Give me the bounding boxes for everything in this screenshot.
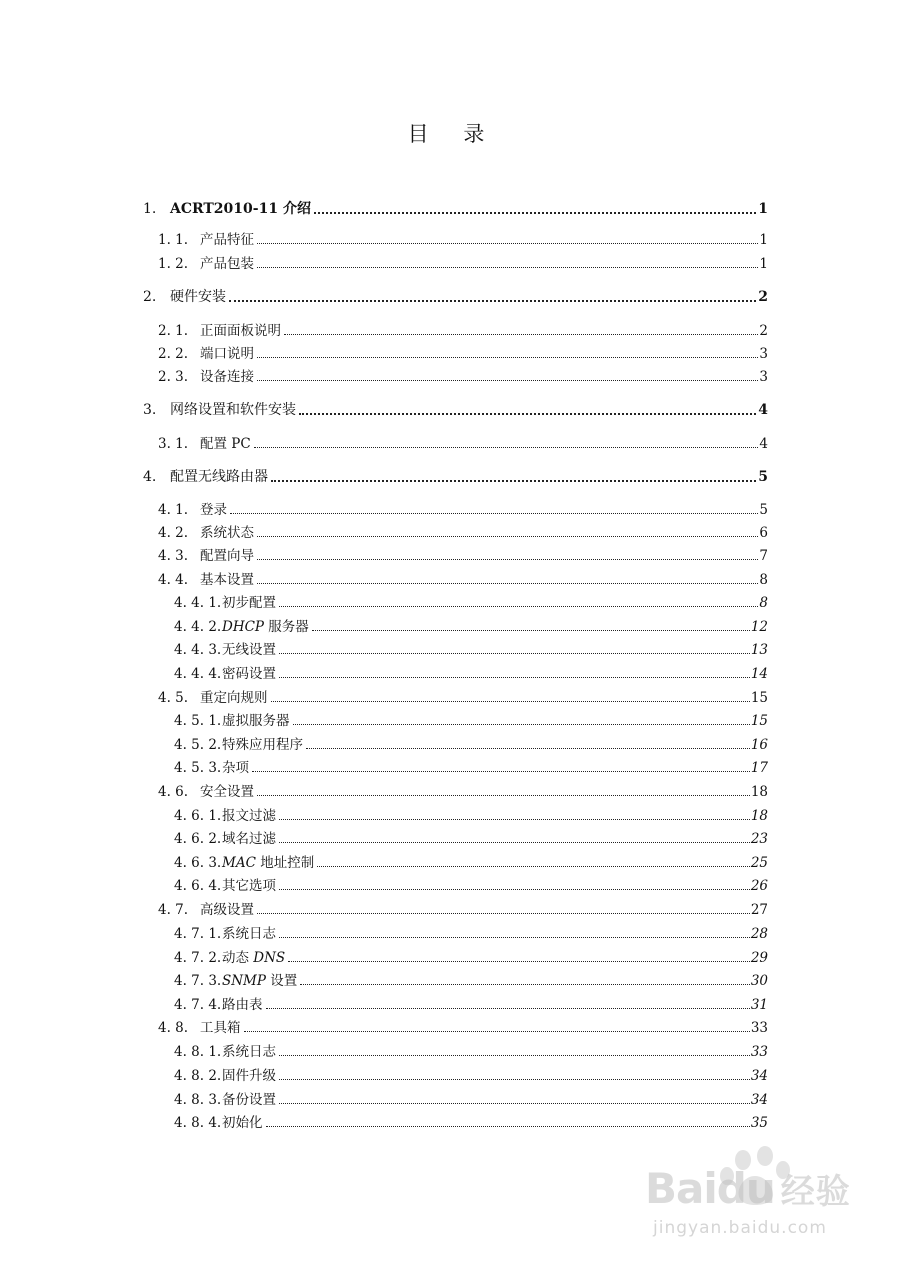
toc-entry-page: 29 xyxy=(750,950,768,966)
toc-entry[interactable] xyxy=(0,467,906,487)
toc-entry-title: 配置无线路由器 xyxy=(170,469,268,485)
toc-leader-dots xyxy=(279,606,764,607)
toc-leader-dots xyxy=(257,583,764,584)
toc-entry-title: 端口说明 xyxy=(200,346,254,362)
toc-leader-dots xyxy=(257,243,764,244)
toc-entry-title: 配置 PC xyxy=(200,436,251,452)
toc-entry-page: 27 xyxy=(750,902,768,918)
toc-entry[interactable] xyxy=(0,758,906,778)
toc-entry-page: 12 xyxy=(750,619,768,635)
toc-leader-dots xyxy=(257,357,764,358)
toc-entry-title: 报文过滤 xyxy=(222,808,276,824)
toc-entry-title: 其它选项 xyxy=(222,878,276,894)
toc-entry-page: 25 xyxy=(750,855,768,871)
toc-entry-title: 虚拟服务器 xyxy=(222,713,290,729)
toc-entry-page: 30 xyxy=(750,973,768,989)
toc-entry[interactable] xyxy=(0,876,906,896)
toc-entry-number: 4. 5. 1. xyxy=(174,713,222,729)
toc-entry-number: 4. 4. 3. xyxy=(174,642,222,658)
toc-entry[interactable] xyxy=(0,806,906,826)
toc-entry-number: 4. 7. 4. xyxy=(174,997,222,1013)
toc-leader-dots xyxy=(284,334,764,335)
toc-entry-page: 1 xyxy=(758,201,768,217)
toc-entry-page: 15 xyxy=(750,713,768,729)
toc-entry-page: 4 xyxy=(759,436,768,452)
toc-leader-dots xyxy=(279,1079,764,1080)
toc-leader-dots xyxy=(244,1031,764,1032)
toc-entry-number: 2. 1. xyxy=(158,323,189,339)
toc-entry-page: 34 xyxy=(750,1068,768,1084)
toc-entry-page: 7 xyxy=(759,548,768,564)
toc-entry-number: 4. 5. 2. xyxy=(174,737,222,753)
toc-entry-page: 13 xyxy=(750,642,768,658)
toc-leader-dots xyxy=(314,212,764,214)
toc-entry[interactable] xyxy=(0,570,906,590)
toc-entry[interactable] xyxy=(0,593,906,613)
toc-entry-title: 高级设置 xyxy=(200,902,254,918)
toc-entry-title: 系统日志 xyxy=(222,926,276,942)
toc-entry-number: 4. 4. 4. xyxy=(174,666,222,682)
toc-entry-page: 8 xyxy=(759,572,768,588)
toc-entry-title: 系统日志 xyxy=(222,1044,276,1060)
toc-entry-title: 杂项 xyxy=(222,760,249,776)
toc-entry-page: 23 xyxy=(750,831,768,847)
toc-entry[interactable] xyxy=(0,971,906,991)
toc-entry[interactable] xyxy=(0,1042,906,1062)
toc-entry[interactable] xyxy=(0,924,906,944)
toc-entry-number: 4. 6. xyxy=(158,784,189,800)
toc-leader-dots xyxy=(279,677,764,678)
toc-entry-number: 4. 7. 1. xyxy=(174,926,222,942)
toc-entry-page: 35 xyxy=(750,1115,768,1131)
toc-entry-title: 固件升级 xyxy=(222,1068,276,1084)
toc-entry[interactable] xyxy=(0,230,906,250)
toc-entry-title: 硬件安装 xyxy=(170,289,226,305)
toc-entry-number: 4. 8. 4. xyxy=(174,1115,222,1131)
toc-leader-dots xyxy=(279,937,764,938)
toc-leader-dots xyxy=(254,447,764,448)
toc-leader-dots xyxy=(257,536,764,537)
toc-entry-title: 特殊应用程序 xyxy=(222,737,303,753)
toc-entry[interactable] xyxy=(0,640,906,660)
toc-entry-title: 基本设置 xyxy=(200,572,254,588)
toc-leader-dots xyxy=(257,795,764,796)
toc-entry[interactable] xyxy=(0,900,906,920)
toc-entry-page: 33 xyxy=(750,1044,768,1060)
toc-leader-dots xyxy=(266,1126,764,1127)
toc-entry[interactable] xyxy=(0,1113,906,1133)
toc-leader-dots xyxy=(257,380,764,381)
toc-entry[interactable] xyxy=(0,199,906,219)
toc-entry-title: 密码设置 xyxy=(222,666,276,682)
toc-leader-dots xyxy=(271,480,764,482)
toc-entry[interactable] xyxy=(0,500,906,520)
toc-entry-number: 4. 4. 2. xyxy=(174,619,222,635)
toc-entry-page: 33 xyxy=(750,1020,768,1036)
toc-entry[interactable] xyxy=(0,321,906,341)
toc-entry-title: 正面面板说明 xyxy=(200,323,281,339)
toc-entry-title: 工具箱 xyxy=(200,1020,241,1036)
toc-entry-title: 登录 xyxy=(200,502,227,518)
toc-entry-title: DHCP 服务器 xyxy=(222,619,309,635)
toc-entry-title: 初始化 xyxy=(222,1115,263,1131)
toc-entry-title: 网络设置和软件安装 xyxy=(170,402,296,418)
toc-leader-dots xyxy=(288,961,764,962)
toc-entry-number: 1. xyxy=(143,201,157,217)
baidu-jingyan-watermark xyxy=(645,1140,895,1270)
toc-entry-number: 4. 4. 1. xyxy=(174,595,222,611)
toc-entry-number: 4. 2. xyxy=(158,525,189,541)
toc-entry[interactable] xyxy=(0,1066,906,1086)
toc-entry[interactable] xyxy=(0,434,906,454)
toc-entry-title: 配置向导 xyxy=(200,548,254,564)
toc-entry[interactable] xyxy=(0,853,906,873)
toc-entry-title: 域名过滤 xyxy=(222,831,276,847)
toc-entry-title: 产品包装 xyxy=(200,256,254,272)
toc-entry-page: 2 xyxy=(759,323,768,339)
toc-entry-page: 14 xyxy=(750,666,768,682)
toc-entry-number: 4. 8. 2. xyxy=(174,1068,222,1084)
toc-entry-page: 5 xyxy=(758,469,768,485)
toc-entry-page: 17 xyxy=(750,760,768,776)
toc-entry-page: 28 xyxy=(750,926,768,942)
toc-entry[interactable] xyxy=(0,254,906,274)
watermark-url: jingyan.baidu.com xyxy=(653,1218,827,1238)
toc-entry[interactable] xyxy=(0,344,906,364)
toc-leader-dots xyxy=(279,819,764,820)
toc-entry-number: 4. 5. xyxy=(158,690,189,706)
toc-leader-dots xyxy=(317,866,764,867)
toc-entry-number: 2. 3. xyxy=(158,369,189,385)
toc-entry-number: 4. 7. 2. xyxy=(174,950,222,966)
toc-leader-dots xyxy=(312,630,764,631)
toc-entry-page: 15 xyxy=(750,690,768,706)
toc-leader-dots xyxy=(230,513,764,514)
toc-entry-page: 1 xyxy=(759,232,768,248)
toc-entry-page: 3 xyxy=(759,346,768,362)
toc-leader-dots xyxy=(271,701,764,702)
toc-entry[interactable] xyxy=(0,829,906,849)
toc-leader-dots xyxy=(229,300,764,302)
toc-entry-number: 4. 8. 1. xyxy=(174,1044,222,1060)
toc-entry-number: 4. 4. xyxy=(158,572,189,588)
toc-entry-number: 2. xyxy=(143,289,157,305)
toc-leader-dots xyxy=(299,413,764,415)
toc-entry-number: 3. xyxy=(143,402,157,418)
toc-entry-number: 4. 3. xyxy=(158,548,189,564)
toc-entry-page: 6 xyxy=(759,525,768,541)
toc-entry-number: 4. 7. 3. xyxy=(174,973,222,989)
toc-entry-page: 3 xyxy=(759,369,768,385)
toc-entry-number: 1. 2. xyxy=(158,256,189,272)
toc-entry-page: 2 xyxy=(758,289,768,305)
toc-leader-dots xyxy=(306,748,764,749)
toc-entry[interactable] xyxy=(0,664,906,684)
toc-entry[interactable] xyxy=(0,995,906,1015)
toc-entry[interactable] xyxy=(0,948,906,968)
toc-entry-page: 26 xyxy=(750,878,768,894)
toc-entry[interactable] xyxy=(0,711,906,731)
toc-entry-page: 31 xyxy=(750,997,768,1013)
toc-entry-page: 18 xyxy=(750,808,768,824)
toc-entry[interactable] xyxy=(0,735,906,755)
toc-leader-dots xyxy=(252,771,764,772)
toc-entry[interactable] xyxy=(0,1090,906,1110)
toc-entry-number: 4. 6. 4. xyxy=(174,878,222,894)
toc-entry-title: 路由表 xyxy=(222,997,263,1013)
toc-entry-title: 安全设置 xyxy=(200,784,254,800)
toc-entry-title: SNMP 设置 xyxy=(222,973,298,989)
toc-leader-dots xyxy=(257,267,764,268)
toc-entry-number: 4. xyxy=(143,469,157,485)
toc-leader-dots xyxy=(279,889,764,890)
toc-entry-number: 4. 5. 3. xyxy=(174,760,222,776)
toc-entry-page: 34 xyxy=(750,1092,768,1108)
toc-entry-number: 4. 1. xyxy=(158,502,189,518)
page-title: 目 录 xyxy=(407,122,499,146)
toc-entry-title: 产品特征 xyxy=(200,232,254,248)
toc-entry[interactable] xyxy=(0,400,906,420)
toc-entry-title: 系统状态 xyxy=(200,525,254,541)
toc-entry-number: 4. 6. 3. xyxy=(174,855,222,871)
toc-entry-page: 4 xyxy=(758,402,768,418)
toc-entry-title: 备份设置 xyxy=(222,1092,276,1108)
toc-entry-page: 8 xyxy=(759,595,768,611)
toc-entry[interactable] xyxy=(0,287,906,307)
toc-entry-number: 4. 6. 1. xyxy=(174,808,222,824)
toc-entry[interactable] xyxy=(0,617,906,637)
toc-entry-number: 1. 1. xyxy=(158,232,189,248)
toc-entry-title: ACRT2010-11 介绍 xyxy=(170,201,311,217)
toc-entry[interactable] xyxy=(0,1018,906,1038)
toc-entry-title: 无线设置 xyxy=(222,642,276,658)
toc-entry-number: 4. 6. 2. xyxy=(174,831,222,847)
toc-leader-dots xyxy=(279,1103,764,1104)
toc-entry-page: 16 xyxy=(750,737,768,753)
toc-entry-title: 动态 DNS xyxy=(222,950,286,966)
toc-entry-number: 3. 1. xyxy=(158,436,189,452)
toc-leader-dots xyxy=(266,1008,764,1009)
toc-leader-dots xyxy=(257,913,764,914)
toc-entry[interactable] xyxy=(0,688,906,708)
toc-entry[interactable] xyxy=(0,782,906,802)
toc-leader-dots xyxy=(279,842,764,843)
toc-entry-number: 4. 8. xyxy=(158,1020,189,1036)
toc-entry-title: 重定向规则 xyxy=(200,690,268,706)
toc-leader-dots xyxy=(300,984,764,985)
toc-leader-dots xyxy=(279,1055,764,1056)
toc-entry-number: 4. 8. 3. xyxy=(174,1092,222,1108)
toc-entry[interactable] xyxy=(0,523,906,543)
toc-entry[interactable] xyxy=(0,367,906,387)
toc-leader-dots xyxy=(279,653,764,654)
baidu-logo-text: Baidu 经验 xyxy=(645,1164,851,1213)
toc-entry-title: MAC 地址控制 xyxy=(222,855,315,871)
toc-entry-number: 4. 7. xyxy=(158,902,189,918)
toc-entry-number: 2. 2. xyxy=(158,346,189,362)
toc-entry-page: 1 xyxy=(759,256,768,272)
toc-entry-page: 5 xyxy=(759,502,768,518)
toc-entry-title: 初步配置 xyxy=(222,595,276,611)
toc-leader-dots xyxy=(257,559,764,560)
toc-leader-dots xyxy=(293,724,764,725)
toc-entry[interactable] xyxy=(0,546,906,566)
toc-entry-title: 设备连接 xyxy=(200,369,254,385)
toc-entry-page: 18 xyxy=(750,784,768,800)
